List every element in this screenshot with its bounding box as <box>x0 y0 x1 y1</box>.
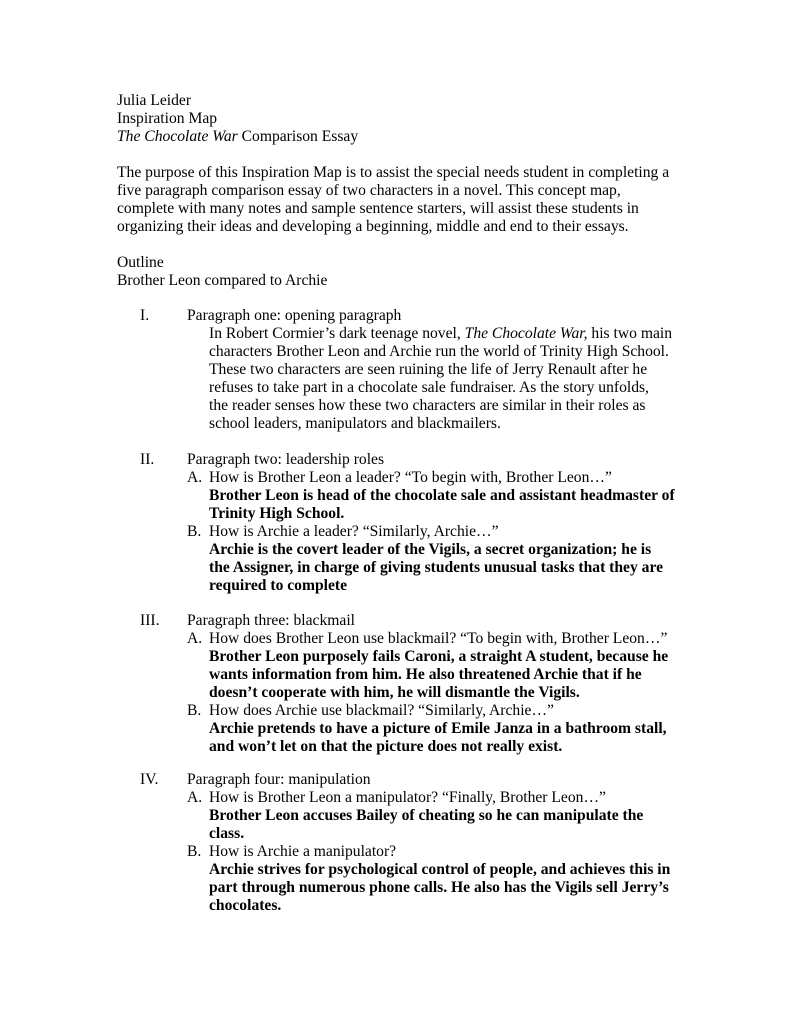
answer-line: Archie is the covert leader of the Vigils, a secret organization; he is <box>209 541 652 558</box>
intro-line: The purpose of this Inspiration Map is to assist the special needs student in completing a <box>117 164 670 181</box>
section-title: Paragraph one: opening paragraph <box>187 307 402 324</box>
section-numeral: II. <box>140 451 155 468</box>
answer-line: Brother Leon is head of the chocolate sale and assistant headmaster of <box>209 487 675 504</box>
answer-line: chocolates. <box>209 897 282 914</box>
answer-line: Brother Leon purposely fails Caroni, a straight A student, because he <box>209 648 669 665</box>
book-title: The Chocolate War, <box>464 325 588 342</box>
question-letter: A. <box>187 789 203 806</box>
question-b <box>187 523 499 541</box>
essay-title <box>117 128 687 146</box>
section-title: Paragraph three: blackmail <box>187 612 355 629</box>
answer-line: Archie strives for psychological control of people, and achieves this in <box>209 861 671 878</box>
answer-line: Archie pretends to have a picture of Emile Janza in a bathroom stall, <box>209 720 667 737</box>
section-numeral: I. <box>140 307 150 324</box>
answer-line: Brother Leon accuses Bailey of cheating so he can manipulate the <box>209 807 644 824</box>
answer-a <box>209 648 699 702</box>
intro-line: complete with many notes and sample sentence starters, will assist these students in <box>117 200 639 217</box>
answer-line: doesn’t cooperate with him, he will dismantle the Vigils. <box>209 684 580 701</box>
document-header <box>117 92 687 146</box>
document-type: Inspiration Map <box>117 110 218 127</box>
intro-paragraph <box>117 164 687 236</box>
section-title: Paragraph four: manipulation <box>187 771 371 788</box>
intro-line: five paragraph comparison essay of two characters in a novel. This concept map, <box>117 182 621 199</box>
answer-a <box>209 807 699 843</box>
answer-line: and won’t let on that the picture does not really exist. <box>209 738 563 755</box>
question-text: How is Brother Leon a leader? “To begin with, Brother Leon…” <box>209 469 612 486</box>
question-a <box>187 630 667 648</box>
section-numeral: III. <box>140 612 160 629</box>
outline-label: Outline <box>117 254 164 271</box>
outline-subtitle: Brother Leon compared to Archie <box>117 272 328 289</box>
question-b <box>187 843 396 861</box>
answer-line: class. <box>209 825 245 842</box>
opening-paragraph-text <box>209 325 699 433</box>
author-name: Julia Leider <box>117 92 192 109</box>
essay-title-book: The Chocolate War <box>117 128 238 145</box>
answer-line: the Assigner, in charge of giving students unusual tasks that they are <box>209 559 664 576</box>
opening-line-end: his two main <box>587 325 672 342</box>
question-text: How does Archie use blackmail? “Similarly, Archie…” <box>209 702 554 719</box>
answer-a <box>209 487 699 523</box>
question-letter: A. <box>187 630 203 647</box>
opening-line-start: In Robert Cormier’s dark teenage novel, <box>209 325 465 342</box>
question-letter: B. <box>187 702 202 719</box>
question-b <box>187 702 554 720</box>
question-text: How is Brother Leon a manipulator? “Finally, Brother Leon…” <box>209 789 606 806</box>
question-text: How is Archie a leader? “Similarly, Archie…” <box>209 523 499 540</box>
question-a <box>187 789 606 807</box>
answer-line: wants information from him. He also threatened Archie that if he <box>209 666 642 683</box>
question-text: How is Archie a manipulator? <box>209 843 397 860</box>
answer-b <box>209 541 699 595</box>
opening-line: characters Brother Leon and Archie run the world of Trinity High School. <box>209 343 669 360</box>
opening-line: refuses to take part in a chocolate sale fundraiser. As the story unfolds, <box>209 379 649 396</box>
opening-line <box>209 325 699 343</box>
opening-line: school leaders, manipulators and blackmailers. <box>209 415 501 432</box>
question-letter: B. <box>187 523 202 540</box>
intro-line: organizing their ideas and developing a beginning, middle and end to their essays. <box>117 218 629 235</box>
answer-b <box>209 861 699 915</box>
answer-line: required to complete <box>209 577 348 594</box>
section-numeral: IV. <box>140 771 159 788</box>
outline-heading <box>117 254 687 290</box>
answer-b <box>209 720 699 756</box>
answer-line: Trinity High School. <box>209 505 345 522</box>
question-text: How does Brother Leon use blackmail? “To begin with, Brother Leon…” <box>209 630 668 647</box>
question-a <box>187 469 612 487</box>
opening-line: the reader senses how these two characters are similar in their roles as <box>209 397 646 414</box>
answer-line: part through numerous phone calls. He also has the Vigils sell Jerry’s <box>209 879 669 896</box>
section-title: Paragraph two: leadership roles <box>187 451 385 468</box>
essay-title-rest: Comparison Essay <box>237 128 359 145</box>
question-letter: B. <box>187 843 202 860</box>
question-letter: A. <box>187 469 203 486</box>
opening-line: These two characters are seen ruining the life of Jerry Renault after he <box>209 361 648 378</box>
